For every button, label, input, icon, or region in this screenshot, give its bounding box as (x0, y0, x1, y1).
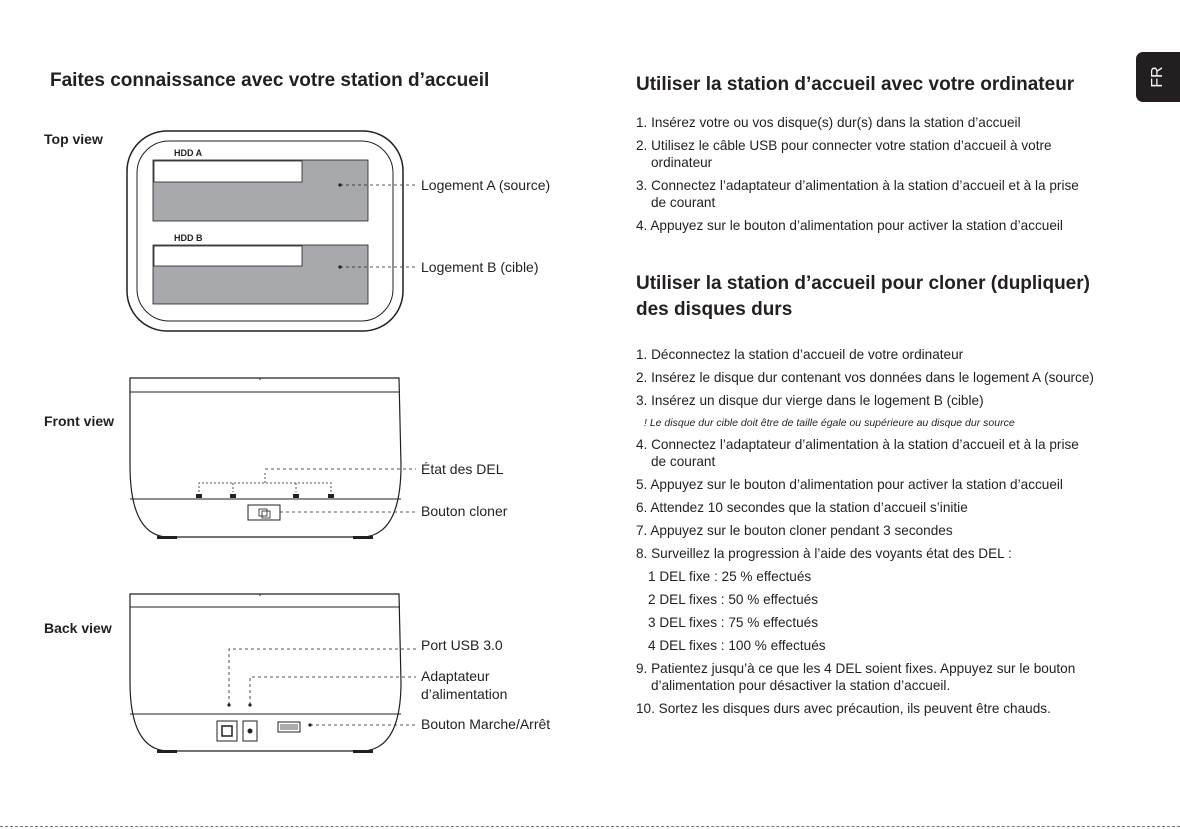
callout-power-adapter-line1: Adaptateur (421, 668, 490, 684)
section2-step-9: 9. Patientez jusqu’à ce que les 4 DEL soient fixes. Appuyez sur le bouton d’alimentation pour désactiver la station d’accueil. (636, 661, 1076, 693)
section2-title-line2: des disques durs (636, 299, 793, 320)
section2-step-7: 7. Appuyez sur le bouton cloner pendant 3 secondes (636, 523, 953, 538)
hdd-b-label: HDD B (174, 233, 203, 243)
callout-led-status: État des DEL (421, 461, 504, 477)
callout-power-switch: Bouton Marche/Arrêt (421, 716, 551, 732)
callout-clone-button: Bouton cloner (421, 503, 508, 519)
bottom-rule (0, 826, 1180, 827)
callout-power-adapter-line2: d’alimentation (421, 686, 508, 702)
section2-title (636, 271, 1136, 323)
callout-usb-port: Port USB 3.0 (421, 637, 503, 653)
section2-step-6: 6. Attendez 10 secondes que la station d’accueil s’initie (636, 500, 968, 515)
section2-note: ! Le disque dur cible doit être de taille égale ou supérieure au disque dur source (644, 417, 1015, 429)
section2-step-8: 8. Surveillez la progression à l’aide des voyants état des DEL : (636, 546, 1012, 561)
section1-steps (636, 114, 1136, 240)
section2-step-4: 4. Connectez l’adaptateur d’alimentation à la station d’accueil et à la prise de courant (636, 437, 1079, 469)
left-title: Faites connaissance avec votre station d’accueil (50, 70, 490, 91)
progress-item-4: 4 DEL fixes : 100 % effectués (648, 638, 826, 653)
top-view-label: Top view (44, 131, 103, 147)
section1-step-3: 3. Connectez l’adaptateur d’alimentation à la station d’accueil et à la prise de courant (636, 178, 1079, 210)
section2-step-1: 1. Déconnectez la station d’accueil de votre ordinateur (636, 347, 964, 362)
section1-title: Utiliser la station d’accueil avec votre ordinateur (636, 74, 1075, 95)
progress-item-1: 1 DEL fixe : 25 % effectués (648, 569, 812, 584)
section2-title-line1: Utiliser la station d’accueil pour cloner (dupliquer) (636, 273, 1090, 294)
back-view-label: Back view (44, 620, 112, 636)
progress-item-2: 2 DEL fixes : 50 % effectués (648, 592, 819, 607)
section2-step-5: 5. Appuyez sur le bouton d’alimentation pour activer la station d’accueil (636, 477, 1063, 492)
language-tab-label: FR (1149, 66, 1166, 88)
progress-item-3: 3 DEL fixes : 75 % effectués (648, 615, 819, 630)
section2-step-10: 10. Sortez les disques durs avec précaution, ils peuvent être chauds. (636, 701, 1051, 716)
section1-step-4: 4. Appuyez sur le bouton d’alimentation pour activer la station d’accueil (636, 218, 1063, 233)
front-view-label: Front view (44, 413, 115, 429)
section2-step-3: 3. Insérez un disque dur vierge dans le logement B (cible) (636, 393, 984, 408)
section1-step-2: 2. Utilisez le câble USB pour connecter votre station d’accueil à votre ordinateur (636, 138, 1052, 170)
callout-slot-b: Logement B (cible) (421, 259, 539, 275)
hdd-a-label: HDD A (174, 148, 203, 158)
callout-slot-a: Logement A (source) (421, 177, 551, 193)
section1-step-1: 1. Insérez votre ou vos disque(s) dur(s) dans la station d’accueil (636, 115, 1021, 130)
section2-step-2: 2. Insérez le disque dur contenant vos données dans le logement A (source) (636, 370, 1094, 385)
section2-steps (636, 346, 1136, 723)
